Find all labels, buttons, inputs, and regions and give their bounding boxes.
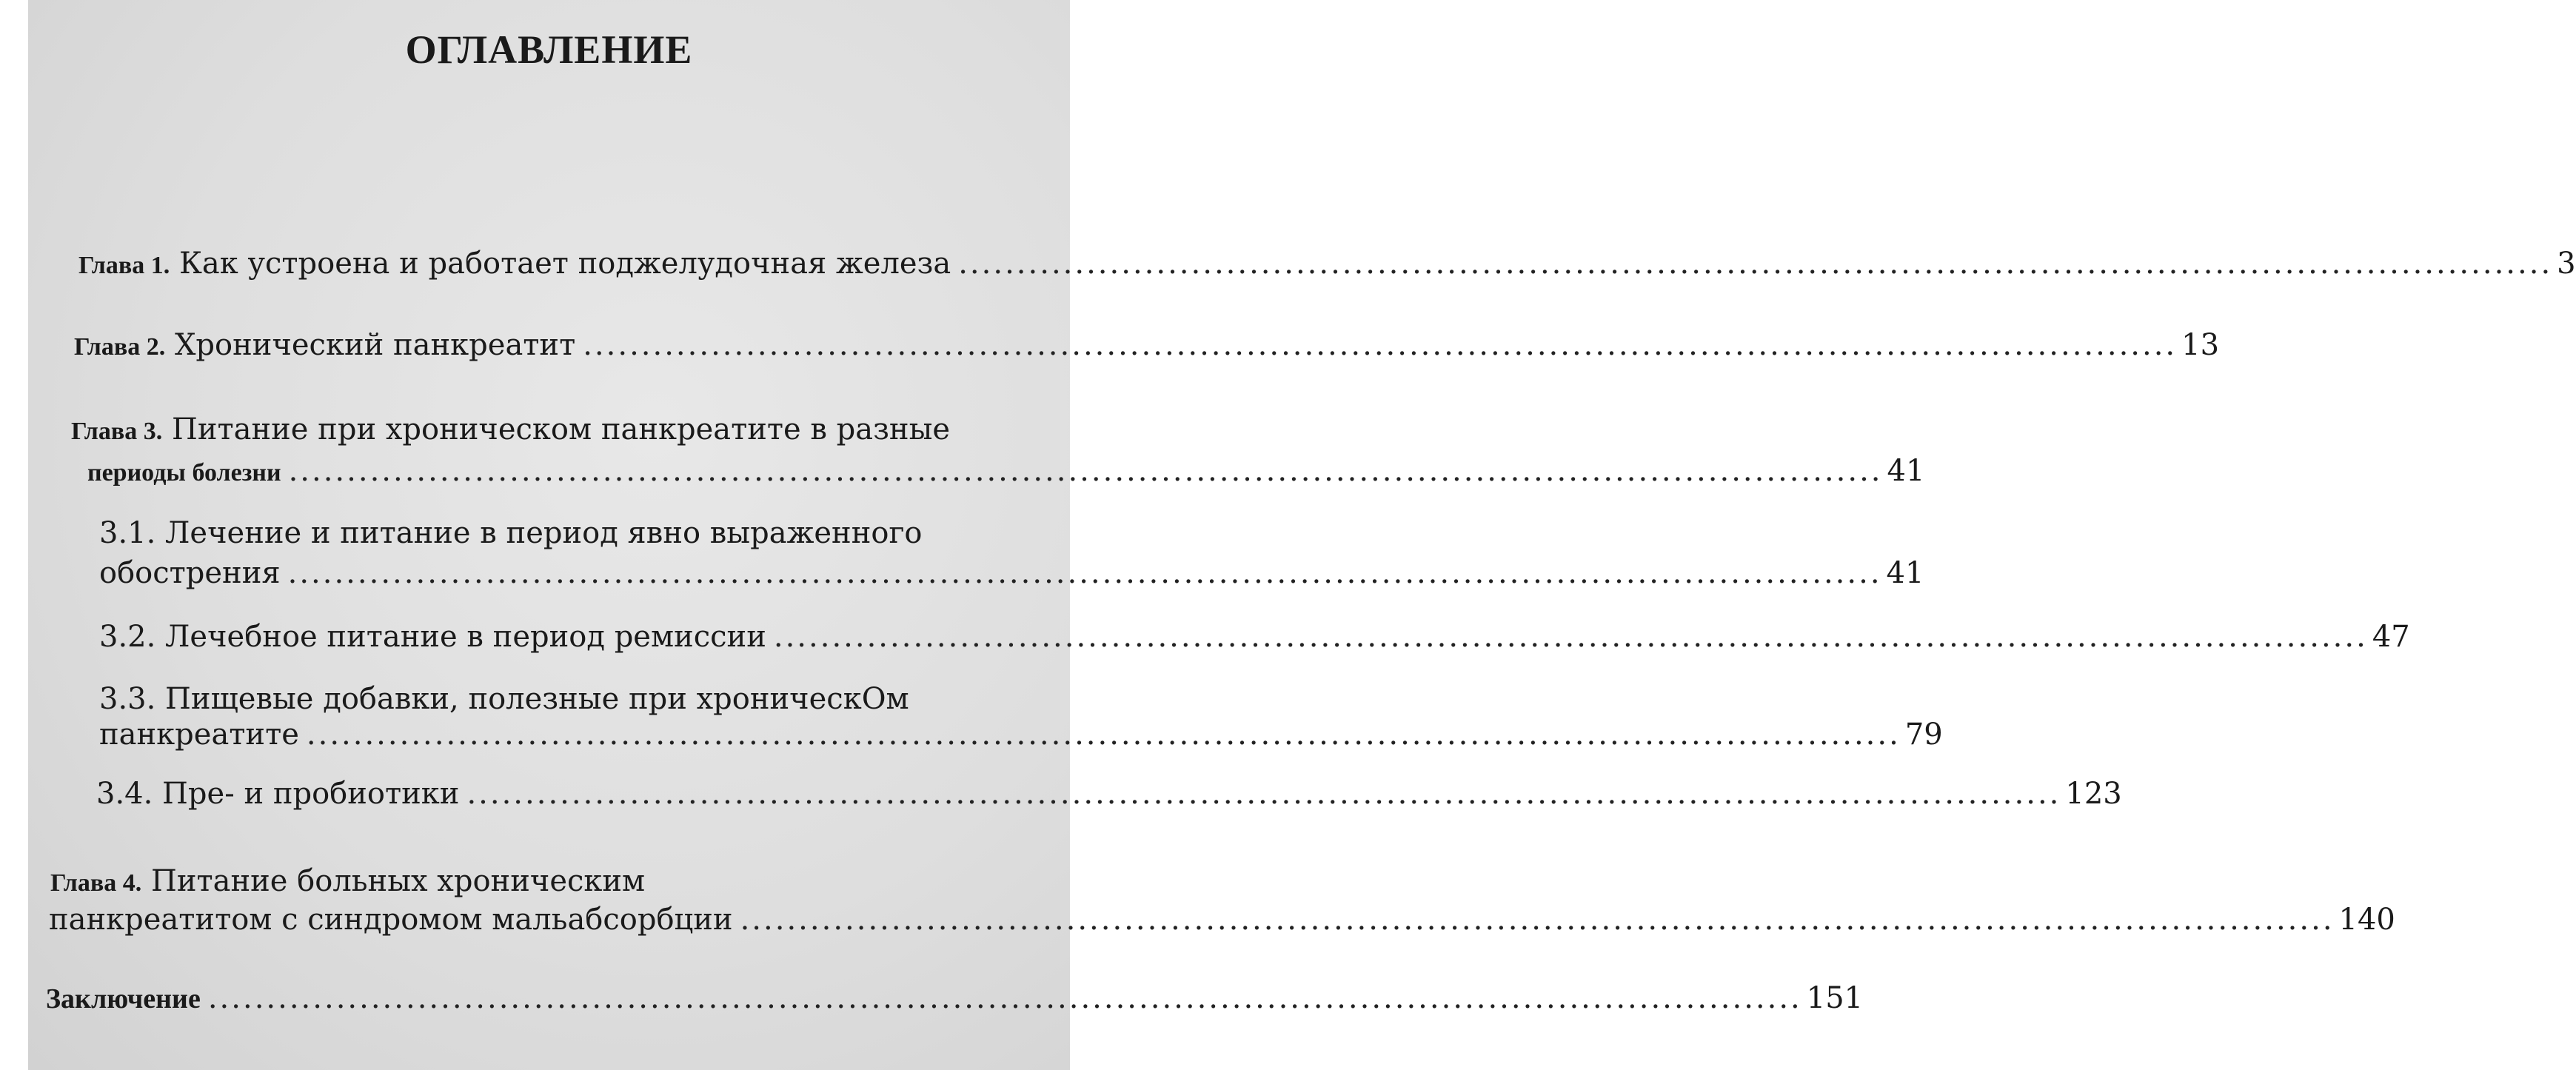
toc-entry-page-number: 140 <box>2338 903 2395 937</box>
dot-leader: ......................................................................................................................................... <box>466 777 2061 811</box>
toc-entry-page-number: 41 <box>1886 556 1924 590</box>
dot-leader: ......................................................................................................................................... <box>288 454 1883 488</box>
toc-entry-title: Пре- и пробиотики <box>162 777 460 811</box>
toc-entry-chapter-3-line-1[interactable] <box>71 407 950 452</box>
toc-entry-title-line-1: Питание больных хроническим <box>150 864 646 898</box>
toc-entry-label: 3.2. <box>99 620 156 654</box>
toc-entry-chapter-4-line-1[interactable] <box>50 859 645 903</box>
dot-leader: ......................................................................................................................................... <box>958 247 2553 281</box>
toc-entry-section-3-2[interactable] <box>99 615 2410 659</box>
toc-entry-page-number: 79 <box>1904 718 1943 752</box>
toc-entry-conclusion[interactable] <box>46 976 1864 1020</box>
toc-entry-page-number: 47 <box>2372 620 2410 654</box>
dot-leader: ......................................................................................................................................... <box>773 620 2368 654</box>
toc-entry-section-3-4[interactable] <box>96 772 2122 816</box>
toc-entry-label: Глава 2. <box>74 333 166 361</box>
toc-entry-title-line-1: Пищевые добавки, полезные при хроническОм <box>165 682 909 716</box>
dot-leader: ......................................................................................................................................... <box>207 981 1802 1015</box>
page-title: ОГЛАВЛЕНИЕ <box>405 27 693 72</box>
toc-entry-chapter-4-line-2[interactable] <box>49 897 2395 942</box>
toc-entry-section-3-1-line-2[interactable] <box>99 551 1924 595</box>
toc-entry-title-line-2: обострения <box>99 556 281 590</box>
toc-entry-label: Глава 1. <box>78 252 170 279</box>
toc-entry-section-3-1-line-1[interactable] <box>99 511 923 555</box>
toc-entry-page-number: 123 <box>2065 777 2122 811</box>
toc-entry-page-number: 41 <box>1887 454 1925 488</box>
dot-leader: ......................................................................................................................................... <box>306 718 1901 752</box>
toc-entry-label: 3.3. <box>99 682 156 716</box>
book-page <box>28 0 2576 1070</box>
toc-entry-title: Хронический панкреатит <box>174 328 576 362</box>
toc-entry-label: 3.4. <box>96 777 153 811</box>
toc-entry-page-number: 13 <box>2181 328 2220 362</box>
dot-leader: ......................................................................................................................................... <box>583 328 2178 362</box>
toc-entry-label: Глава 4. <box>50 869 142 897</box>
toc-entry-title-line-1: Лечение и питание в период явно выраженного <box>165 516 923 550</box>
dot-leader: ......................................................................................................................................... <box>287 556 1882 590</box>
toc-entry-page-number: 3 <box>2557 247 2576 281</box>
toc-entry-chapter-3-line-2[interactable] <box>87 449 1925 493</box>
toc-entry-title-line-1: Питание при хроническом панкреатите в разные <box>171 412 951 447</box>
toc-entry-label: Заключение <box>46 983 201 1014</box>
toc-entry-title: Как устроена и работает поджелудочная железа <box>178 247 951 281</box>
dot-leader: ......................................................................................................................................... <box>740 903 2335 937</box>
toc-entry-section-3-3-line-2[interactable] <box>99 712 1943 757</box>
toc-entry-title-line-2: панкреатите <box>99 718 299 752</box>
toc-entry-chapter-1[interactable] <box>78 241 2576 286</box>
toc-entry-title-line-2: периоды болезни <box>87 459 281 486</box>
toc-entry-label: 3.1. <box>99 516 156 550</box>
toc-entry-page-number: 151 <box>1806 981 1864 1015</box>
toc-entry-title: Лечебное питание в период ремиссии <box>165 620 766 654</box>
toc-entry-label: Глава 3. <box>71 418 163 445</box>
toc-entry-chapter-2[interactable] <box>74 323 2220 367</box>
toc-entry-title-line-2: панкреатитом с синдромом мальабсорбции <box>49 903 733 937</box>
